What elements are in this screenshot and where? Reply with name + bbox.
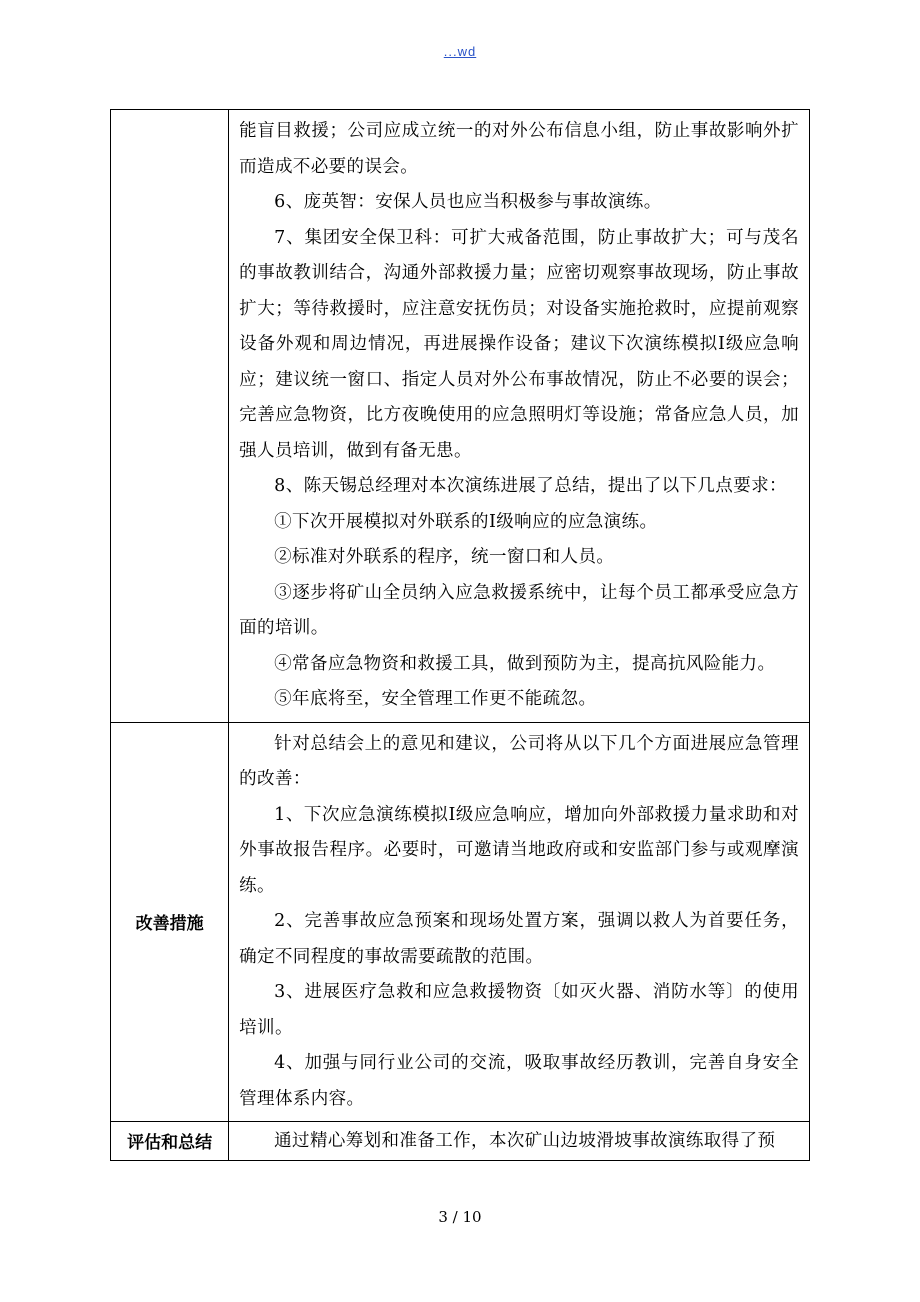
row-body-improvement (229, 722, 810, 1122)
row-label-evaluation: 评估和总结 (111, 1122, 229, 1161)
paragraph: ⑤年底将至，安全管理工作更不能疏忽。 (274, 689, 597, 709)
table-row (111, 1122, 810, 1161)
paragraph: 通过精心筹划和准备工作，本次矿山边坡滑坡事故演练取得了预 (274, 1131, 776, 1151)
row-body-discussion (229, 110, 810, 723)
paragraph: 6、庞英智：安保人员也应当积极参与事故演练。 (274, 192, 662, 212)
paragraph: 3、进展医疗急救和应急救援物资〔如灭火器、消防水等〕的使用培训。 (239, 982, 799, 1038)
paragraph: 4、加强与同行业公司的交流，吸取事故经历教训，完善自身安全管理体系内容。 (239, 1053, 799, 1109)
row-label-empty (111, 110, 229, 723)
paragraph: 8、陈天锡总经理对本次演练进展了总结，提出了以下几点要求： (274, 476, 787, 496)
paragraph: ①下次开展模拟对外联系的Ⅰ级响应的应急演练。 (274, 511, 658, 532)
row-body-evaluation (229, 1122, 810, 1161)
paragraph: 7、集团安全保卫科：可扩大戒备范围，防止事故扩大；可与茂名的事故教训结合，沟通外部救援力量；应密切观察事故现场，防止事故扩大；等待救援时，应注意安抚伤员；对设备实施抢救时，应提前观察设备外观和周边情况，再进展操作设备；建议下次演练模拟Ⅰ级应急响应；建议统一窗口、指定人员对外公布事故情况，防止不必要的误会；完善应急物资，比方夜晚使用的应急照明灯等设施；常备应急人员，加强人员培训，做到有备无患。 (239, 227, 799, 461)
document-table (110, 109, 810, 1161)
paragraph: ②标准对外联系的程序，统一窗口和人员。 (274, 547, 615, 567)
header-link[interactable]: ...wd (443, 44, 477, 59)
paragraph: 能盲目救援；公司应成立统一的对外公布信息小组，防止事故影响外扩而造成不必要的误会。 (239, 121, 799, 177)
table-row (111, 110, 810, 723)
paragraph: ④常备应急物资和救援工具，做到预防为主，提高抗风险能力。 (274, 653, 776, 674)
page-number: 3 / 10 (438, 1208, 482, 1226)
paragraph: 2、完善事故应急预案和现场处置方案，强调以救人为首要任务，确定不同程度的事故需要疏散的范围。 (239, 911, 799, 967)
paragraph: ③逐步将矿山全员纳入应急救援系统中，让每个员工都承受应急方面的培训。 (239, 582, 799, 638)
table-row (111, 722, 810, 1122)
row-label-improvement: 改善措施 (111, 722, 229, 1122)
paragraph: 1、下次应急演练模拟Ⅰ级应急响应，增加向外部救援力量求助和对外事故报告程序。必要时，可邀请当地政府或和安监部门参与或观摩演练。 (239, 804, 799, 896)
paragraph: 针对总结会上的意见和建议，公司将从以下几个方面进展应急管理的改善： (239, 733, 799, 789)
